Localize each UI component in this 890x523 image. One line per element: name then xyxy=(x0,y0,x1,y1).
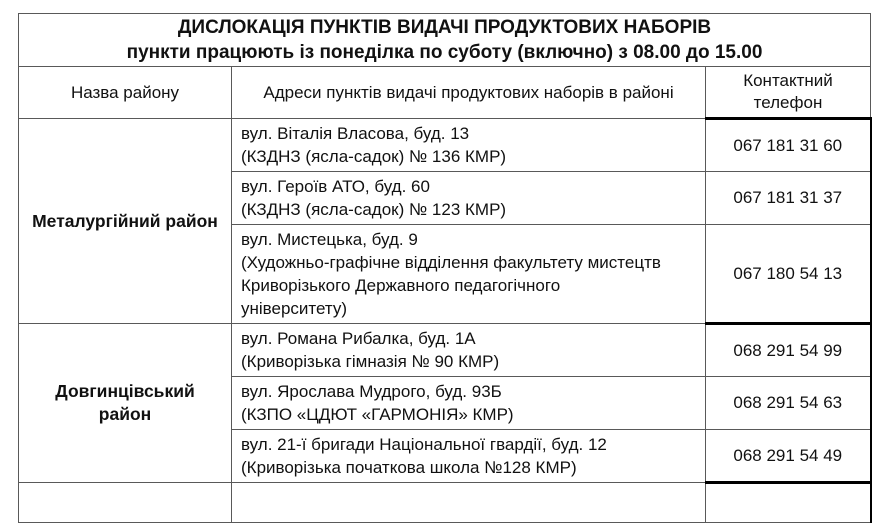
address-cell xyxy=(232,430,706,483)
address-cell xyxy=(232,377,706,430)
address-place: (КЗПО «ЦДЮТ «ГАРМОНІЯ» КМР) xyxy=(241,405,514,424)
table-row-partial xyxy=(19,483,871,523)
phone-cell: 068 291 54 63 xyxy=(706,377,871,430)
district-name: Металургійний район xyxy=(32,210,218,231)
address-street: вул. Мистецька, буд. 9 xyxy=(241,230,418,249)
district-name: Довгинцівський xyxy=(55,381,195,401)
address-place: (КЗДНЗ (ясла-садок) № 123 КМР) xyxy=(241,200,507,219)
district-name-line2: район xyxy=(98,404,152,424)
col-header-phone: Контактний телефон xyxy=(706,67,871,119)
address-place: (КЗДНЗ (ясла-садок) № 136 КМР) xyxy=(241,147,507,166)
table-row xyxy=(19,119,871,172)
distribution-points-table xyxy=(18,13,872,523)
address-cell xyxy=(232,324,706,377)
district-cell-dovhyntsivskyi xyxy=(19,324,232,483)
page-title: ДИСЛОКАЦІЯ ПУНКТІВ ВИДАЧІ ПРОДУКТОВИХ НАБОРІВ xyxy=(177,17,712,38)
header-row xyxy=(19,67,871,119)
phone-cell: 067 181 31 60 xyxy=(706,119,871,172)
district-cell-empty xyxy=(19,483,232,523)
address-street: вул. Героїв АТО, буд. 60 xyxy=(241,177,430,196)
address-street: вул. Віталія Власова, буд. 13 xyxy=(241,124,470,143)
phone-cell: 067 181 31 37 xyxy=(706,172,871,225)
table-row xyxy=(19,324,871,377)
address-place: університету) xyxy=(241,299,348,318)
phone-cell: 067 180 54 13 xyxy=(706,225,871,324)
address-place: Криворізького Державного педагогічного xyxy=(241,276,561,295)
phone-cell: 068 291 54 99 xyxy=(706,324,871,377)
address-cell xyxy=(232,119,706,172)
page-subtitle: пункти працюють із понеділка по суботу (включно) з 08.00 до 15.00 xyxy=(126,42,763,63)
address-cell-empty xyxy=(232,483,706,523)
district-cell-metalurhiinyi xyxy=(19,119,232,324)
address-cell xyxy=(232,225,706,324)
phone-cell-empty xyxy=(706,483,871,523)
col-header-addresses: Адреси пунктів видачі продуктових наборів в районі xyxy=(232,67,706,119)
phone-cell: 068 291 54 49 xyxy=(706,430,871,483)
table-title-cell xyxy=(19,14,871,67)
col-header-district: Назва району xyxy=(19,67,232,119)
title-row xyxy=(19,14,871,67)
address-place: (Криворізька гімназія № 90 КМР) xyxy=(241,352,500,371)
address-cell xyxy=(232,172,706,225)
address-place: (Криворізька початкова школа №128 КМР) xyxy=(241,458,577,477)
address-place: (Художньо-графічне відділення факультету мистецтв xyxy=(241,253,661,272)
address-street: вул. Ярослава Мудрого, буд. 93Б xyxy=(241,382,502,401)
address-street: вул. 21-ї бригади Національної гвардії, буд. 12 xyxy=(241,435,607,454)
address-street: вул. Романа Рибалка, буд. 1А xyxy=(241,329,476,348)
